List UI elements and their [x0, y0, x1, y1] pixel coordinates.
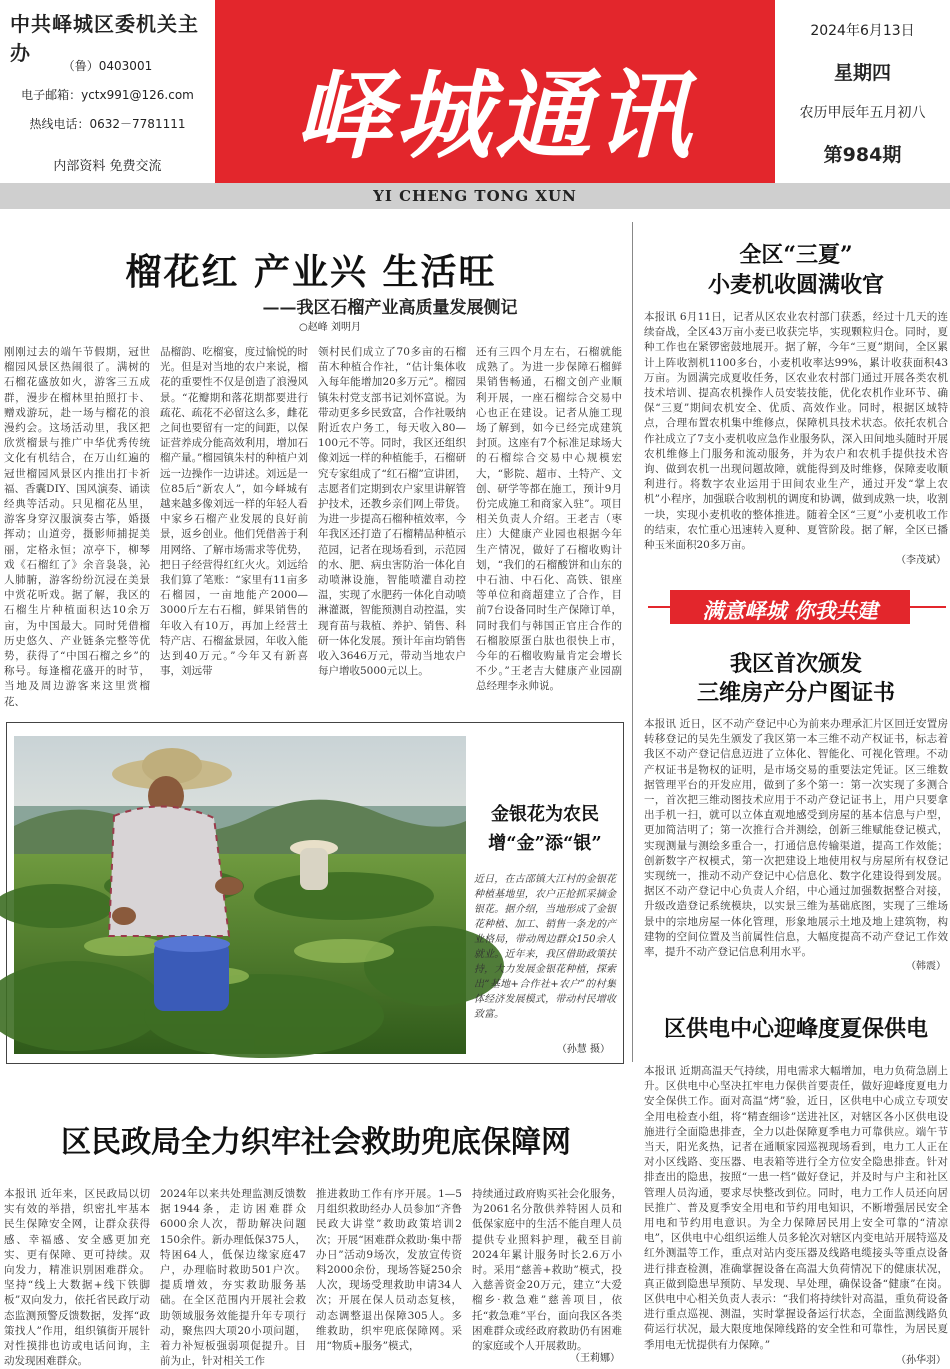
article1-title: 榴花红 产业兴 生活旺	[125, 252, 497, 293]
photo-caption-title-line1: 金银花为农民	[491, 804, 599, 825]
article3-author: （韩震）	[906, 961, 946, 972]
issue-date: 2024年6月13日	[810, 23, 915, 39]
slogan-banner	[670, 590, 910, 624]
article1-subtitle: ——我区石榴产业高质量发展侧记	[262, 298, 518, 318]
article2-body: 本报讯 6月11日，记者从区农业农村部门获悉，经过十几天的连续奋战，全区43万亩小麦已收获完毕，实现颗粒归仓。同时，夏种工作也在紧锣密鼓地展开。据了解，今年“三夏”期间，全区累计上阵收割机1100多台，小麦机收率达99%，累计收获面积43万亩。为圆满完成夏收任务，区农业农村部门通过开展各类农机技术培训、提高农机操作人员安装技能，优化农机作业环节、确保“三夏”期间农机安全、优质、高效作业。同时，根据区域特点，合理布置农机集中维修点，保障机具技术状态。依托农机合作社成立了7支小麦机收应急作业服务队，深入田间地头随时开展农机维修上门服务和流动服务，并为农户和农机手提供技术咨询、做到农机一出现问题故障，就能得到及时维修，保障麦收顺利进行。将数字农业运用于田间农业生产，通过开发“掌上农机”小程序，加强联合收割机的调度和协调，做到成熟一块，收割一块，实现小麦机收的整体推进。随着全区“三夏”小麦机收工作的结束，农忙重心迅速转入夏种、夏管阶段。据了解，全区已播种玉米面积20多万亩。	[644, 311, 948, 552]
article2-author: （李茂斌）	[896, 555, 946, 566]
article1-column: 品榴韵、吃榴宴，度过愉悦的时光。但是对当地的农户来说，榴花的重要性不仅是创造了浪漫风景。“花瓣期和落花期都要进行疏花、疏花不必留这么多，雌花之间也要留有一定的间距，以保证营养成分能高效利用，增加石榴产量。”榴园镇朱村的种植户刘远一边操作一边讲述。刘远是一位85后“新农人”，如今峄城有越来越多像刘远一样的年轻人看中家乡石榴产业发展的良好前景，返乡创业。他们凭借善于利用网络、了解市场需求等优势，把日子经营得红红火火。刘远给我们算了笔账：“家里有11亩多石榴园，一亩地能产2000—3000斤左右石榴，鲜果销售的年收入有10万，再加上经营土特产店、石榴盆景园，年收入能达到40万元。”今年又有新喜事，刘远带	[160, 346, 308, 678]
article4-author: （孙华羽）	[896, 1355, 946, 1366]
photo-credit: （孙慧 摄）	[556, 1044, 610, 1055]
issue-lunar-date: 农历甲辰年五月初八	[799, 105, 926, 121]
article5-author: （王莉娜）	[570, 1353, 620, 1364]
article5-column: 持续通过政府购买社会化服务，为2061名分散供养特困人员和低保家庭中的生活不能自理人员提供专业照料护理，截至目前2024年累计服务时长2.6万小时。采用“慈善+救助”模式，投入慈善资金20万元，建立“大爱榴乡·救急难”慈善项目，依托“救急难”平台，面向我区各类困难群众或经政府救助仍有困难的家庭或个人开展救助。	[472, 1188, 622, 1353]
pinyin-bar	[0, 183, 950, 209]
issue-number: 第984期	[823, 144, 902, 166]
header-organizer: 中共峄城区委机关主办	[10, 12, 199, 65]
farm-photo	[14, 736, 466, 1054]
article3-title-line2: 三维房产分户图证书	[696, 680, 895, 706]
header-registration: （鲁）0403001	[62, 59, 153, 73]
article1-byline: ○赵峰 刘明月	[299, 322, 361, 333]
header-email: 电子邮箱：yctx991@126.com	[21, 88, 194, 102]
article1-column: 刚刚过去的端午节假期，冠世榴园风景区热闹很了。满树的石榴花盛放如火，游客三五成群，漫步在榴林里拍照打卡、赠戏游玩，赴一场与榴花的浪漫约会。这场活动里，我区把欣赏榴景与推广中华优秀传统文化有机结合，在万山红遍的冠世榴园风景区内推出打卡祈福、香囊DIY、国风演奏、诵读经典等活动。只见榴花丛里，游客身穿汉服演奏古筝，婚摄挥动；山道旁，摄影师捕捉美丽，定格永恒；凉亭下，柳琴戏《石榴红了》余音袅袅，沁人肺腑，游客纷纷沉浸在美景中赏花听戏。据了解，我区的石榴生片种植面积达10余万亩，为中国最大。同时凭借榴历史悠久、产业链条完整等优势，获得了“中国石榴之乡”的称号。每逢榴花盛开的时节，当地及周边游客来这里赏榴花、	[4, 346, 150, 708]
article3-body: 本报讯 近日，区不动产登记中心为前来办理承汇片区回迁安置房转移登记的吴先生颁发了我区第一本三维不动产权证书，标志着我区不动产登记信息迈进了立体化、智能化、可视化管理。不动产权证书是物权的证明，是市场交易的重要法定凭证。区三维数据管理平台的开发应用，做到了多个第一：第一次实现了多测合一，首次把三维动图技术应用于不动产登记证书上，用户只要拿出手机一扫，就可以立体直观地感受到房屋的基本信息与户型，更加简洁明了；第一次推行合并测绘，创新三维赋能登记模式，实现测量与测绘多重合一，打通信息传输渠道，提高工作效能；创新数字产权模式，第一次把建设上地使用权与房屋所有权登记实现统一，推动不动产登记中心信息化、数字化建设得到发展。据区不动产登记中心负责人介绍，中心通过加强数据整合对接，升级改造登记系统模块，以实景三维为基础底图，实现了三维场景中的宗地房屋一体化管理，形象地展示土地及地上建筑物，构建物的空间位置及当前属性信息，大幅度提高不动产登记工作效率，提升不动产登记信息利用水平。	[644, 718, 948, 959]
article2-title-line2: 小麦机收圆满收官	[707, 272, 884, 298]
article3-title-line1: 我区首次颁发	[729, 651, 862, 677]
photo-caption-body: 近日，在古邵镇大江村的金银花种植基地里，农户正抢抓采摘金银花。据介绍，当地形成了金银花种植、加工、销售一条龙的产业格局，带动周边群众150余人就业。近年来，我区借助政策扶持，大力发展金银花种植，探索出“基地+合作社+农户”的村集体经济发展模式，带动村民增收致富。	[474, 874, 616, 1020]
slogan-text: 满意峄城 你我共建	[702, 598, 878, 623]
article4-title: 区供电中心迎峰度夏保供电	[663, 1016, 928, 1042]
banner-rule-right	[910, 606, 946, 608]
header-right	[775, 0, 950, 183]
article1-column: 领村民们成立了70多亩的石榴苗木种植合作社，“估计集体收入每年能增加20多万元”。榴园镇朱村党支部书记刘怀富说。为带动更多乡民致富，合作社吸纳附近农户务工，每天收入80—100元不等。同时，我区还组织像刘远一样的种植能手，石榴研究专家组成了“红石榴”宣讲团，志愿者们定期到农户家里讲解管护技术，还教乡亲们网上带货。为进一步提高石榴种植效率，今年我区还打造了石榴精品种植示范园，记者在现场看到，示范园的水、肥、病虫害防治一体化自动喷淋设施，智能喷灌自动控温，实现了水肥药一体化自动喷淋灌溉，智能预测自动控温，实现育苗与栽植、养护、销售、科研一体化发展。预计年亩均销售收入3646万元，带动当地农户每户增收5000元以上。	[318, 346, 466, 678]
header-note: 内部资料 免费交流	[53, 159, 162, 174]
honeysuckle-field-image	[14, 736, 466, 1054]
banner-rule-left	[648, 606, 670, 608]
header-left	[0, 0, 215, 183]
article5-column: 本报讯 近年来，区民政局以切实有效的举措，织密扎牢基本民生保障安全网，让群众获得感、幸福感、安全感更加充实、更有保障、更可持续。双向发力，精准识别困难群众。坚持“线上大数据+线下铁脚板”双向发力，依托省民政厅动态监测预警反馈数据，发挥“政策找人”作用，组织镇街开展针对性摸排也访或电话问询，主动发现困难群众。	[4, 1188, 150, 1368]
newspaper-title: 峄城通讯	[295, 59, 695, 172]
article4-body: 本报讯 近期高温天气持续，用电需求大幅增加，电力负荷急剧上升。区供电中心坚决扛牢电力保供首要责任，做好迎峰度夏电力安全保供工作。面对高温“烤”验，近日，区供电中心成立专项安全用电检查小组，将“精查细诊”送进社区，对辖区各小区供电设施进行全面隐患排查，全力以赴保障夏季电力可靠供应。端午节当天，阳光炙热，记者在通顺家园巡视现场看到，电力工人正在对小区线路、变压器、电表箱等进行全方位安全隐患排查。针对排查出的隐患，按照“一患一档”做好登记，并及时与户主和社区管理人员沟通，要求尽快整改到位。同时，电力工作人员还向居民推广、普及夏季安全用电和节约用电知识，不断增强居民安全用电和节约用电意识。为全力保障居民用上安全可靠的“清凉电”，区供电中心组织运维人员多轮次对辖区内变电站开展特巡及红外测温等工作，重点对站内变压器及线路电缆接头等重点设备进行排查检测，准确掌握设备在高温大负荷情况下的健康状况，真正做到隐患早预防、早发现、早处理，确保设备“健康”在岗。区供电中心相关负责人表示：“我们将持续针对高温，重负荷设备进行重点巡视、测温，实时掌握设备运行状态，全面监测线路负荷运行状况，最大限度地保障线路的安全性和可靠性，为居民夏季用电无忧提供有力保障。”	[644, 1065, 948, 1351]
header-hotline: 热线电话：0632－7781111	[29, 117, 186, 131]
article5-column: 2024年以来共处理监测反馈数据1944条，走访困难群众6000余人次，帮助解决问题150余件。新办理低保375人，特困64人，低保边缘家庭47户，办理临时救助501户次。提质增效，夯实救助服务基础。在全区范围内开展社会救助领域服务效能提升年专项行动，聚焦四大项20小项问题，着力补短板强弱项促提升。目前为止，针对相关工作	[160, 1188, 306, 1368]
article5-column: 推进救助工作有序开展。1—5月组织救助经办人员参加“齐鲁民政大讲堂”救助政策培训2次；开展“困难群众救助·集中帮办日”活动9场次，发放宣传资料2000余份，现场答疑250余人次，现场受理救助申请34人次；开展在保人员动态复核，动态调整退出保障305人。多维救助，织牢兜底保障网。采用“物质+服务”模式，	[316, 1188, 462, 1353]
photo-caption-title-line2: 增“金”添“银”	[488, 833, 602, 854]
column-divider	[632, 222, 633, 1062]
newspaper-pinyin: YI CHENG TONG XUN	[373, 187, 577, 205]
article2-title-line1: 全区“三夏”	[739, 242, 853, 268]
article1-column: 还有三四个月左右，石榴就能成熟了。为进一步保障石榴鲜果销售畅通，石榴文创产业顺利开展，一座石榴综合交易中心也正在建设。记者从施工现场了解到，如今已经完成建筑封顶。这座有7个标准足球场大的石榴综合交易中心规模宏大，“影院、超市、土特产、文创、研学等都在施工，预计9月份完成施工和商家入驻”。项目相关负责人介绍。王老吉（枣庄）大健康产业园也根据今年生产情况，做好了石榴收购计划，“我们的石榴酸饼和山东的中石油、中石化、高铁、银座等单位和商超建立了合作，目前7台设备同时生产保障订单，同时我们与韩国正官庄合作的石榴胶原蛋白肽也很快上市，今年的石榴收购量肯定会增长不少。”王老吉大健康产业园副总经理李永帅说。	[476, 346, 622, 693]
issue-weekday: 星期四	[833, 62, 891, 84]
masthead	[215, 0, 775, 183]
article5-title: 区民政局全力织牢社会救助兜底保障网	[61, 1125, 571, 1160]
